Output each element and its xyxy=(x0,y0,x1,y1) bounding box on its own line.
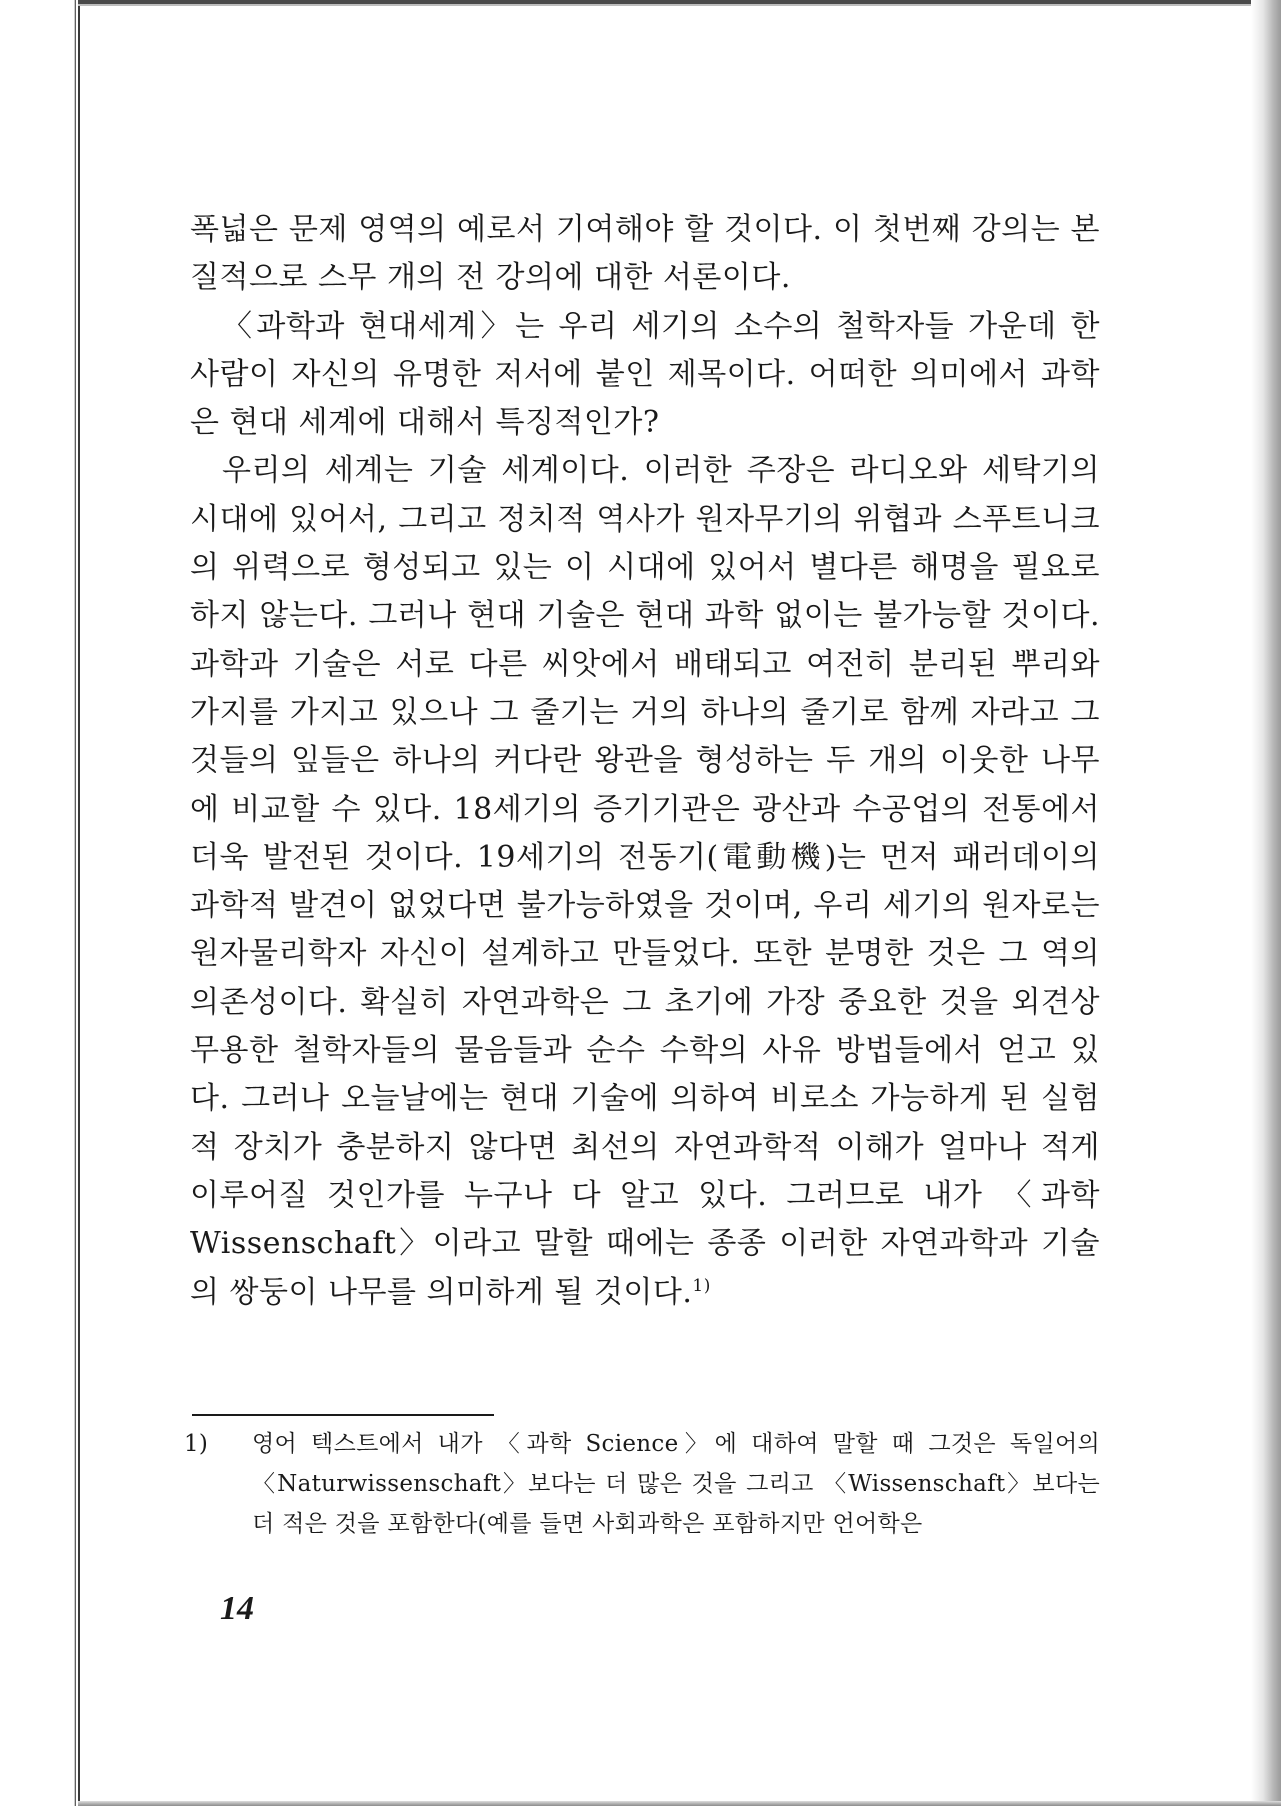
paragraph-2-text: 〈과학과 현대세계〉는 우리 세기의 소수의 철학자들 가운데 한 사람이 자신의 유명한 저서에 붙인 제목이다. 어떠한 의미에서 과학은 현대 세계에 대해서 특징적인가? xyxy=(190,308,1100,441)
paragraph-1 xyxy=(190,206,1100,303)
page-top-shadow xyxy=(78,4,1281,6)
footnote-number: 1) xyxy=(184,1431,209,1457)
footnote xyxy=(184,1424,1100,1544)
body-text xyxy=(190,206,1100,1317)
footnote-body xyxy=(184,1424,1100,1544)
paragraph-1-text: 폭넓은 문제 영역의 예로서 기여해야 할 것이다. 이 첫번째 강의는 본질적으로 스무 개의 전 강의에 대한 서론이다. xyxy=(190,212,1100,296)
paragraph-2 xyxy=(190,303,1100,448)
book-spine-edge xyxy=(78,0,80,1806)
page-number: 14 xyxy=(220,1590,254,1627)
footnote-reference: 1) xyxy=(692,1275,711,1296)
page-bottom-edge xyxy=(78,1801,1281,1806)
page-left-margin xyxy=(0,0,76,1806)
footnote-text: 영어 텍스트에서 내가 〈과학 Science〉에 대하여 말할 때 그것은 독일어의 〈Naturwissenschaft〉보다는 더 많은 것을 그리고 〈Wissenschaft〉보다는 더 적은 것을 포함한다(예를 들면 사회과학은 포함하지만 언어학은 xyxy=(252,1431,1100,1537)
paragraph-3 xyxy=(190,447,1100,1316)
page-right-edge xyxy=(1251,0,1281,1806)
paragraph-3-text: 우리의 세계는 기술 세계이다. 이러한 주장은 라디오와 세탁기의 시대에 있어서, 그리고 정치적 역사가 원자무기의 위협과 스푸트니크의 위력으로 형성되고 있는 이 시대에 있어서 별다른 해명을 필요로 하지 않는다. 그러나 현대 기술은 현대 과학 없이는 불가능할 것이다. 과학과 기술은 서로 다른 씨앗에서 배태되고 여전히 분리된 뿌리와 가지를 가지고 있으나 그 줄기는 거의 하나의 줄기로 함께 자라고 그것들의 잎들은 하나의 커다란 왕관을 형성하는 두 개의 이웃한 나무에 비교할 수 있다. 18세기의 증기기관은 광산과 수공업의 전통에서 더욱 발전된 것이다. 19세기의 전동기(電動機)는 먼저 패러데이의 과학적 발견이 없었다면 불가능하였을 것이며, 우리 세기의 원자로는 원자물리학자 자신이 설계하고 만들었다. 또한 분명한 것은 그 역의 의존성이다. 확실히 자연과학은 그 초기에 가장 중요한 것을 외견상 무용한 철학자들의 물음들과 순수 수학의 사유 방법들에서 얻고 있다. 그러나 오늘날에는 현대 기술에 의하여 비로소 가능하게 된 실험적 장치가 충분하지 않다면 최선의 자연과학적 이해가 얼마나 적게 이루어질 것인가를 누구나 다 알고 있다. 그러므로 내가 〈과학 Wissenschaft〉이라고 말할 때에는 종종 이러한 자연과학과 기술의 쌍둥이 나무를 의미하게 될 것이다. xyxy=(190,453,1100,1310)
footnote-divider xyxy=(192,1414,494,1416)
